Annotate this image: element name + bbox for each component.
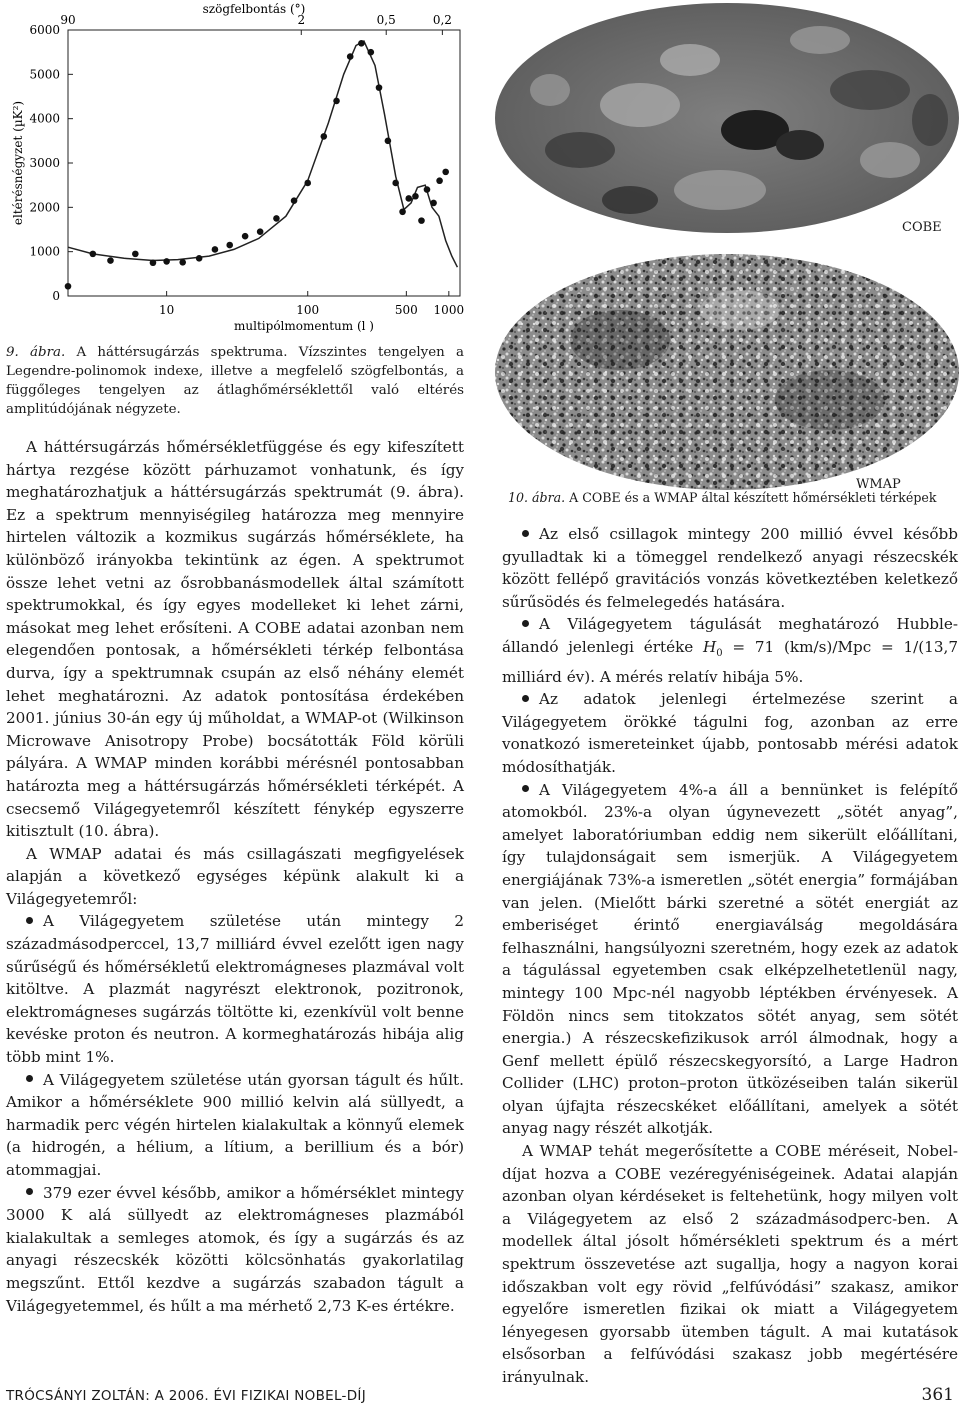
data-point (257, 228, 264, 235)
y-tick-label: 3000 (29, 156, 60, 170)
data-point (291, 197, 298, 204)
top-tick-label: 2 (297, 13, 306, 27)
bullet-icon (26, 1075, 33, 1082)
bullet-icon (522, 620, 529, 627)
running-title: TRÓCSÁNYI ZOLTÁN: A 2006. ÉVI FIZIKAI NOBEL-DÍJ (6, 1388, 366, 1404)
data-point (321, 133, 328, 140)
data-point (163, 258, 170, 265)
y-axis-label: eltérésnégyzet (µK²) (11, 100, 25, 226)
figure-10 (490, 0, 960, 505)
paragraph-wmap-intro: A WMAP adatai és más csillagászati megfigyelések alapján a következő egységes képünk alakult ki a Világegyetemről: (6, 844, 464, 908)
data-point (412, 193, 419, 200)
bullet-icon (522, 785, 529, 792)
data-point (273, 215, 280, 222)
cobe-map (490, 0, 960, 250)
list-item: A Világegyetem születése után gyorsan tágult és hűlt. Amikor a hőmérséklete 900 millió kelvin alá süllyedt, a harmadik perc végén hirtelen kialakultak a könnyű elemek (a hidrogén, a hélium, a lítium, a berillium és a bór) atommagjai. (6, 1070, 464, 1179)
data-point (436, 177, 443, 184)
paragraph-conclusion: A WMAP tehát megerősítette a COBE méréseit, Nobel-díjat hozva a COBE vezéregyéniségeinek. Adatai alapján azonban olyan kérdéseket is feltehetünk, hogy milyen volt a Világegyetem az első 2 századmásodperc-ben. A modellek által jósolt hőmérsékleti spektrum és a mért spektrum összevetése azt sugallja, hogy a nagyon korai időszakban volt egy rövid „felfúvódási” szakasz, amikor egyelőre ismeretlen fizikai ok miatt a Világegyetem lényegesen gyorsabb ütemben tágult. A mai kutatások elsősorban a felfúvódási szakasz jobb megértésére irányulnak. (502, 1142, 958, 1386)
bullet-icon (26, 1188, 33, 1195)
y-tick-label: 4000 (29, 111, 60, 126)
list-item: A Világegyetem születése után mintegy 2 századmásodperccel, 13,7 milliárd évvel ezelőtt igen nagy sűrűségű és hőmérsékletű elektromágneses plazmával volt kitöltve. A plazmát nagyrészt elektronok, pozitronok, elektromágneses sugárzás töltötte ki, ezenkívül volt benne kevéske proton és neutron. A kormeghatározás hibája alig több mint 1%. (6, 912, 464, 1067)
wmap-label: WMAP (856, 477, 901, 492)
data-point (65, 283, 72, 290)
x-tick-label: 10 (158, 303, 175, 317)
list-item: Az első csillagok mintegy 200 millió évvel később gyulladtak ki a tömeggel rendelkező anyagi részecskék között fellépő gravitációs vonzás következtében keletkező sűrűsödés és felmelegedés hatására. (502, 525, 958, 611)
figure-10-caption-number: 10. ábra. (508, 490, 566, 505)
bullet-icon (26, 917, 33, 924)
list-item: A Világegyetem tágulását meghatározó Hubble-állandó jelenlegi értéke $H_0 = 71$ (km/s)/Mpc = 1/(13,7 milliárd év). A mérés relatív hibája 5%. (502, 615, 959, 686)
bullet-icon (522, 530, 529, 537)
data-point (442, 169, 449, 176)
running-footer (6, 1385, 956, 1408)
x-axis-label: multipólmomentum (l ) (234, 319, 374, 333)
data-point (347, 53, 354, 60)
top-tick-label: 0,5 (376, 13, 396, 27)
data-point (392, 180, 399, 187)
data-point (368, 49, 375, 56)
list-item: A Világegyetem 4%-a áll a bennünket is felépítő atomokból. 23%-a olyan úgynevezett „sötét anyag”, amelyet laboratóriumban eddig nem sikerült előállítani, így tulajdonságait sem ismerjük. A Világegyetem energiájának 73%-a ismeretlen „sötét energia” formájában van jelen. (Mielőtt bárki szeretné a sötét energiát az emberiséget érintő energiaválság megoldására felhasználni, hangsúlyozni szeretném, hogy ezek az adatok a tágulással egyetemben csak elképzelhetetlenül nagy, mintegy 100 Mpc-nél nagyobb léptékben érvényesek. A Földön nincs sem titokzatos sötét anyag, sem sötét energia.) A részecskefizikusok arról álmodnak, hogy a Genf mellett épülő részecskegyorsító, a Large Hadron Collider (LHC) proton–proton ütközéseiben talán sikerül olyan újfajta részecskéket előállítani, amelyek a sötét anyag nagy részét alkotják. (502, 780, 958, 1138)
figure-10-caption-text: A COBE és a WMAP által készített hőmérsékleti térképek (569, 490, 937, 505)
list-item: Az adatok jelenlegi értelmezése szerint a Világegyetem örökké tágulni fog, azonban az erre vonatkozó ismereteinket újabb, pontosabb mérési adatok módosíthatják. (502, 690, 958, 776)
cobe-label: COBE (902, 220, 942, 235)
data-point (226, 242, 233, 249)
x-tick-label: 100 (296, 303, 320, 317)
x-tick-label: 1000 (433, 303, 465, 317)
bullet-icon (522, 695, 529, 702)
data-point (405, 195, 412, 202)
data-point (424, 186, 431, 193)
figure-9-caption-text: A háttérsugárzás spektruma. Vízszintes tengelyen a Legendre-polinomok indexe, illetve a megfelelő szögfelbontás, a függőleges tengelyen az átlaghőmérséklettől való eltérés amplitúdójának négyzete. (6, 345, 464, 417)
figure-10-caption (508, 488, 960, 507)
data-point (242, 233, 249, 240)
left-column (6, 436, 464, 1317)
data-point (385, 138, 392, 145)
figure-9-caption-number: 9. ábra. (6, 345, 66, 360)
right-column (502, 523, 958, 1389)
list-item: 379 ezer évvel később, amikor a hőmérséklet mintegy 3000 K alá süllyedt az elektromágneses plazmából kialakultak a semleges atomok, és így a sugárzás és az anyagi részecskék közötti kölcsönhatás gyakorlatilag megszűnt. Ettől kezdve a sugárzás szabadon tágult a Világegyetemmel, és hűlt a ma mérhető 2,73 K-es értékre. (6, 1183, 464, 1315)
paragraph-spectrum: A háttérsugárzás hőmérsékletfüggése és egy kifeszített hártya rezgése között párhuzamot vonhatunk, és így meghatározhatjuk a háttérsugárzás spektrumát (9. ábra). Ez a spektrum mennyiségileg határozza meg mennyire hirtelen változik a kozmikus sugárzás hőmérséklete, ha különböző irányokba tekintünk az égen. A spektrumot össze lehet vetni az ősrobbanásmodellek által számított spektrumokkal, és így egyes modelleket ki lehet zárni, másokat meg lehet erősíteni. A COBE adatai azonban nem elegendően pontosak, a hőmérsékleti térkép felbontása durva, így a spektrumnak csupán az első néhány elemét lehet meghatározni. Az adatok pontosítása érdekében 2001. június 30-án egy új műholdat, a WMAP-ot (Wilkinson Microwave Anisotropy Probe) bocsátották Föld körüli pályára. A WMAP minden korábbi mérésnél pontosabban határozta meg a háttérsugárzás hőmérsékleti térképét. A csecsemő Világegyetemről készített fénykép egyszerre kitisztult (10. ábra). (6, 438, 464, 841)
data-point (132, 251, 139, 258)
y-tick-label: 6000 (29, 23, 60, 37)
data-point (399, 208, 406, 215)
data-point (333, 98, 340, 105)
data-point (212, 246, 219, 253)
data-point (179, 259, 186, 266)
wmap-map (490, 250, 960, 495)
data-point (358, 40, 365, 47)
x-tick-label: 500 (394, 303, 418, 317)
top-tick-label: 90 (60, 13, 76, 27)
data-point (196, 255, 203, 262)
page-number: 361 (921, 1385, 954, 1405)
figure-9 (0, 0, 470, 417)
y-tick-label: 1000 (29, 244, 60, 259)
top-tick-label: 0,2 (432, 13, 452, 27)
data-point (418, 217, 425, 224)
top-axis-label: szögfelbontás (°) (202, 2, 306, 16)
spectrum-chart (0, 0, 470, 340)
y-tick-label: 5000 (29, 67, 60, 82)
data-point (150, 259, 157, 266)
data-point (376, 84, 383, 91)
y-tick-label: 0 (52, 289, 60, 303)
data-point (107, 257, 114, 264)
plot-frame (68, 30, 460, 296)
data-point (430, 200, 437, 207)
figure-9-caption (6, 343, 464, 419)
data-point (304, 180, 311, 187)
data-point (90, 251, 97, 258)
y-tick-label: 2000 (29, 200, 60, 215)
